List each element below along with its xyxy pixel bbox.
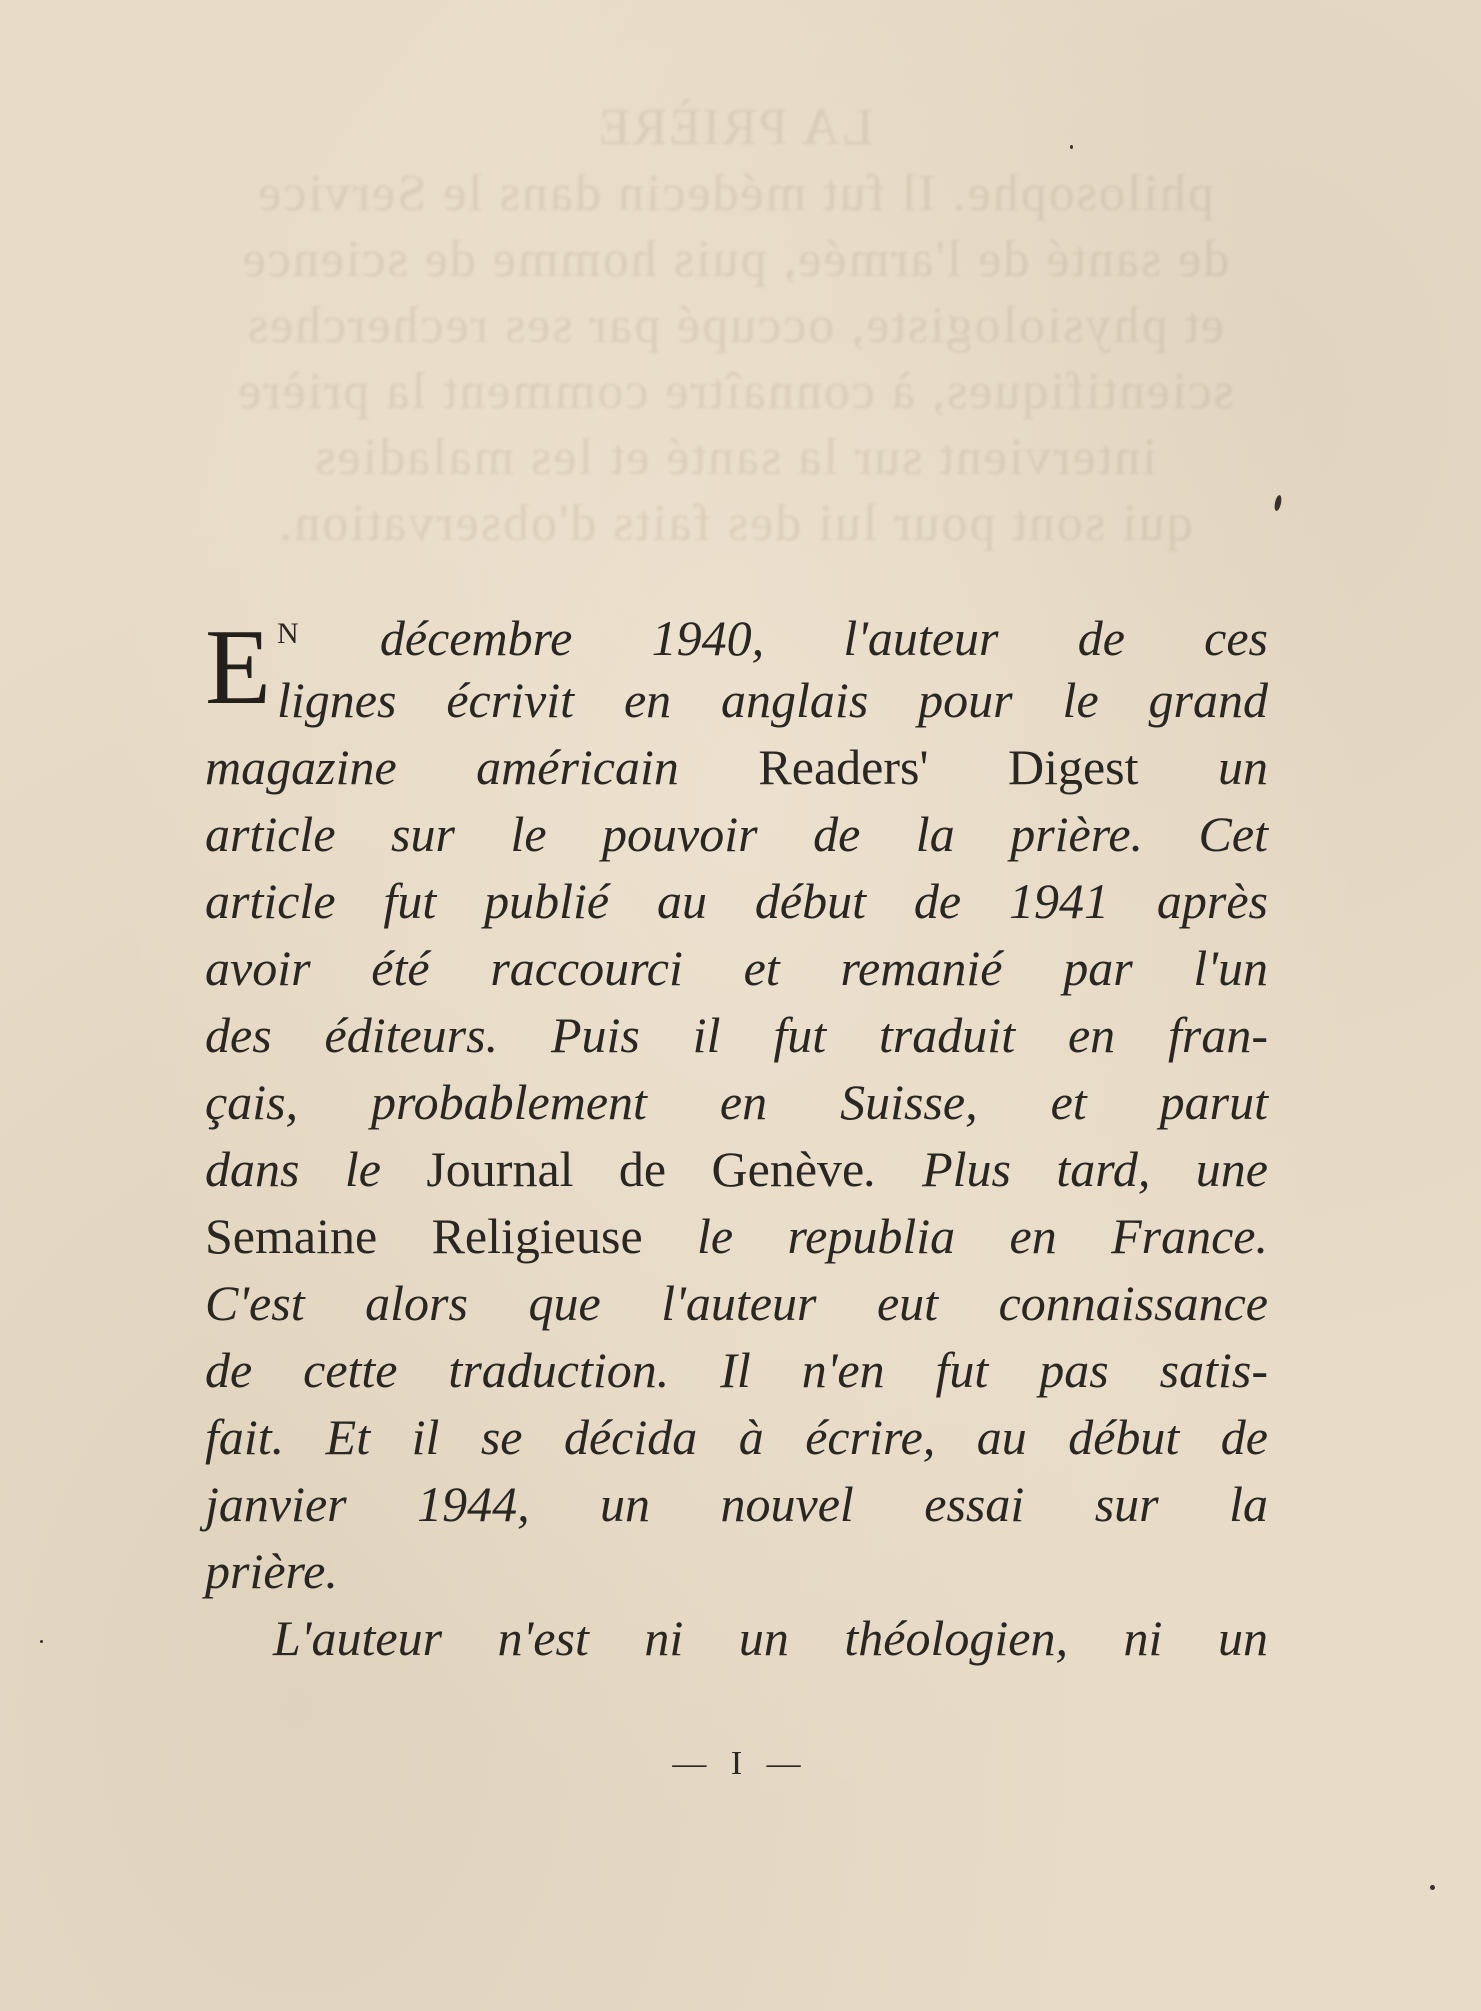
bleed-through-text: [205, 95, 1265, 557]
text-line: L'auteur n'est ni un théologien, ni un: [273, 1610, 1268, 1666]
bleed-line: scientifiques, à connaître comment la prière: [236, 363, 1234, 420]
text-line: lignes écrivit en anglais pour le grand: [276, 672, 1268, 728]
drop-cap: E: [205, 608, 271, 727]
text-line: article sur le pouvoir de la prière. Cet: [205, 806, 1268, 862]
text-line: C'est alors que l'auteur eut connaissance: [205, 1275, 1268, 1331]
bleed-line: LA PRIÈRE: [596, 99, 874, 156]
body-text: [205, 600, 1268, 1672]
bleed-line: et physiologiste, occupé par ses recherches: [245, 297, 1225, 354]
text-line: [205, 1136, 1268, 1203]
small-caps: N: [276, 617, 301, 650]
text-line: [205, 600, 1268, 667]
ink-speck: [1070, 145, 1073, 149]
paragraph-1-opening: [205, 600, 1268, 734]
text-line: prière.: [205, 1543, 338, 1599]
text-line: avoir été raccourci et remanié par l'un: [205, 940, 1268, 996]
text-line: çais, probablement en Suisse, et parut: [205, 1074, 1268, 1130]
page-number: — I —: [672, 1745, 809, 1782]
text-span: magazine américain: [205, 739, 759, 795]
text-span: dans le: [205, 1141, 427, 1197]
newspaper-title: Journal de Genève: [426, 1141, 865, 1197]
bleed-line: philosophe. Il fut médecin dans le Service: [256, 165, 1214, 222]
text-line: des éditeurs. Puis il fut traduit en fran-: [205, 1007, 1268, 1063]
text-line: article fut publié au début de 1941 après: [205, 873, 1268, 929]
text-span: le republia en France.: [642, 1208, 1268, 1264]
text-line: janvier 1944, un nouvel essai sur la: [205, 1476, 1268, 1532]
text-span: un: [1138, 739, 1269, 795]
bleed-line: de santé de l'armée, puis homme de science: [240, 231, 1230, 288]
bleed-line: qui sont pour lui des faits d'observation.: [277, 495, 1193, 552]
ink-speck: [40, 1640, 43, 1643]
text-span: . Plus tard, une: [864, 1141, 1268, 1197]
text-line: de cette traduction. Il n'en fut pas satis-: [205, 1342, 1268, 1398]
bleed-line: intervient sur la santé et les maladies: [313, 429, 1157, 486]
publication-title: Semaine Religieuse: [205, 1208, 643, 1264]
text-line: [205, 1203, 1268, 1270]
text-line: [205, 734, 1268, 801]
text-line-content: décembre 1940, l'auteur de ces: [300, 610, 1268, 666]
text-line: fait. Et il se décida à écrire, au début de: [205, 1409, 1268, 1465]
ink-speck: [1430, 1885, 1435, 1890]
magazine-title: Readers' Digest: [758, 739, 1139, 795]
ink-speck: [1273, 495, 1282, 512]
